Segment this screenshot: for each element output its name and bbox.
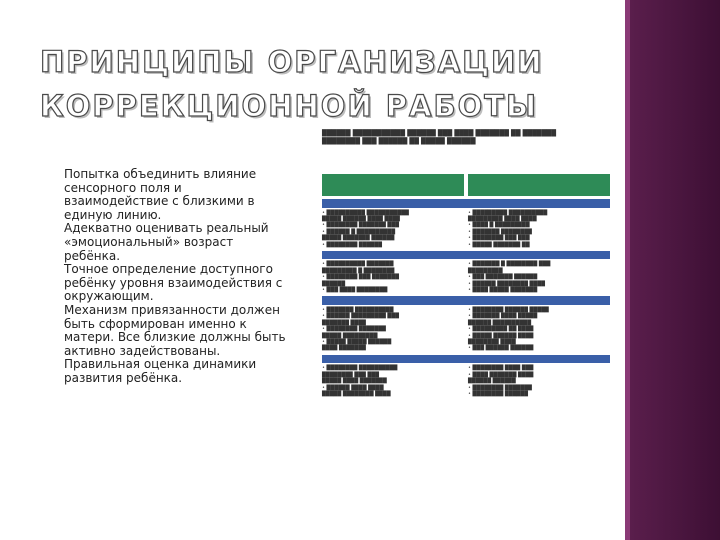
bullet-item — [40, 168, 308, 222]
bullet-text-line: единую линию. — [64, 207, 162, 222]
bullet-text-line: Правильная оценка динамики — [64, 357, 257, 372]
table-col: • ██████████ ███████ █████████ █ ████████ • ████████ ███ ███████ ██████ • ███ ████ ████████ — [322, 261, 399, 294]
bullet-text-line: «эмоциональный» возраст — [64, 234, 234, 249]
title-line-1: ПРИНЦИПЫ ОРГАНИЗАЦИИ — [40, 45, 544, 79]
title-line-2: КОРРЕКЦИОННОЙ РАБОТЫ — [40, 89, 539, 123]
bullet-text-line: сенсорного поля и — [64, 180, 182, 195]
bullet-text-line: Механизм привязанности должен — [64, 302, 280, 317]
table-header-cell — [468, 174, 610, 196]
bullet-item — [40, 358, 308, 385]
table-section-head — [322, 296, 610, 305]
bullet-text-line: взаимодействие с близкими в — [64, 194, 255, 209]
bullet-text-line: окружающим. — [64, 289, 154, 304]
bullet-list — [40, 168, 308, 386]
side-decorative-band — [630, 0, 720, 540]
table-section-head — [322, 355, 610, 364]
table-col: • ███████ █ ████████ ███ █████████ • ███ ███████ ██████ • ██████ ████████ ████ • ████ █████ ███████ — [468, 261, 551, 294]
table-col: • ███████ ██████████ • ██████ █████████ ███ ███████ ████ • ████████ ███████ █████ █████████ • █████ █████ ██████ ████ ███████ — [322, 306, 399, 352]
bullet-text-line: ребёнка. — [64, 248, 121, 263]
bullet-text-line: матери. Все близкие должны быть — [64, 330, 286, 345]
table-section-body — [318, 363, 614, 397]
table-section-head — [322, 199, 610, 208]
bullet-item — [40, 263, 308, 304]
table-col: • ████████ ████ ███ • ████ ███████ ████ ██████ ██████ • ████████ ███████ • ████████ ██████ — [468, 365, 534, 397]
table-caption-blur: ██████ ███████████ ██████ ███ ████ ███████ ██ ███████ ████████ ███ ██████ ██ █████ ██████ — [322, 130, 556, 145]
table-header-row — [318, 174, 614, 196]
table-section-body — [318, 259, 614, 293]
bullet-item — [40, 222, 308, 263]
embedded-table-image — [318, 128, 614, 508]
table-col: • ██████████ ███████████ █████ ██████ ████ ████ • ████████ ███████ ███ • ██████ █ ██████████ █████ ███████ ██████ • ████████ ██████ — [322, 209, 409, 248]
table-col: • █████████ ██████████ █████████ ████ ████ • ████ █ █████████ • ███████ ████████ • ████████ ███ ███ • █████ ███████ ██ — [468, 209, 548, 248]
bullet-text-line: развития ребёнка. — [64, 370, 183, 385]
table-section-body — [318, 305, 614, 352]
table-section-body — [318, 208, 614, 248]
bullet-text-line: Попытка объединить влияние — [64, 167, 257, 181]
bullet-text-line: активно задействованы. — [64, 343, 221, 358]
bullet-text-line: Точное определение доступного — [64, 262, 273, 277]
bullet-text-line: Адекватно оценивать реальный — [64, 221, 269, 236]
table-col: • ████████ ██████████ ████████ ███ ███ █████ ████ ███████ • ██████ ████ ████ █████ ████████ ████ — [322, 365, 398, 397]
table-col: • ████████ ██████ █████ • ███████ ████ █████ ██████ ██████████ • █████████ ██ ████ • █████ ██████ ████ ████████ ████ • ███ ██████ ██████ — [468, 306, 549, 352]
table-header-cell — [322, 174, 464, 196]
table-section-head — [322, 251, 610, 260]
bullet-text-line: ребёнку уровня взаимодействия с — [64, 275, 283, 290]
slide-title — [40, 40, 544, 128]
bullet-item — [40, 304, 308, 358]
bullet-text-line: быть сформирован именно к — [64, 316, 247, 331]
